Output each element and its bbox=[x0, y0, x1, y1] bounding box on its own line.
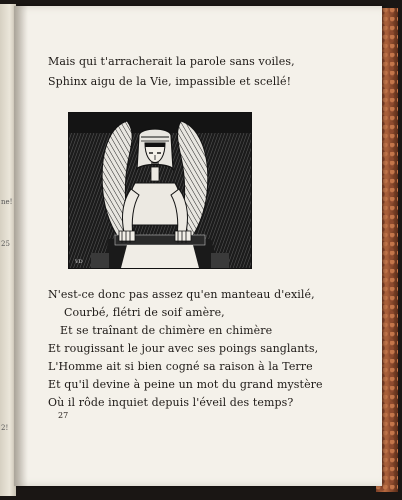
verse-line: Sphinx aigu de la Vie, impassible et scellé! bbox=[48, 75, 292, 88]
verse-line: L'Homme ait si bien cogné sa raison à la Terre bbox=[48, 360, 313, 373]
woodcut-monogram: VD bbox=[75, 259, 83, 265]
gutter-shadow bbox=[14, 6, 28, 486]
verse-line: N'est-ce donc pas assez qu'en manteau d'exilé, bbox=[48, 288, 315, 301]
page-number: 27 bbox=[58, 411, 69, 420]
verse-line: Et qu'il devine à peine un mot du grand mystère bbox=[48, 378, 323, 391]
facing-page-mark: 2! bbox=[1, 424, 9, 432]
verse-line: Où il rôde inquiet depuis l'éveil des temps? bbox=[48, 396, 294, 409]
facing-page-mark: 25 bbox=[1, 240, 10, 248]
verse-line: Et se traînant de chimère en chimère bbox=[60, 324, 273, 337]
verse-line: Et rougissant le jour avec ses poings sanglants, bbox=[48, 342, 319, 355]
facing-page-mark: ne! bbox=[1, 198, 13, 206]
sphinx-woodcut-illustration bbox=[68, 112, 252, 269]
verse-line: Mais qui t'arracherait la parole sans voiles, bbox=[48, 55, 295, 68]
verse-line: Courbé, flétri de soif amère, bbox=[64, 306, 225, 319]
